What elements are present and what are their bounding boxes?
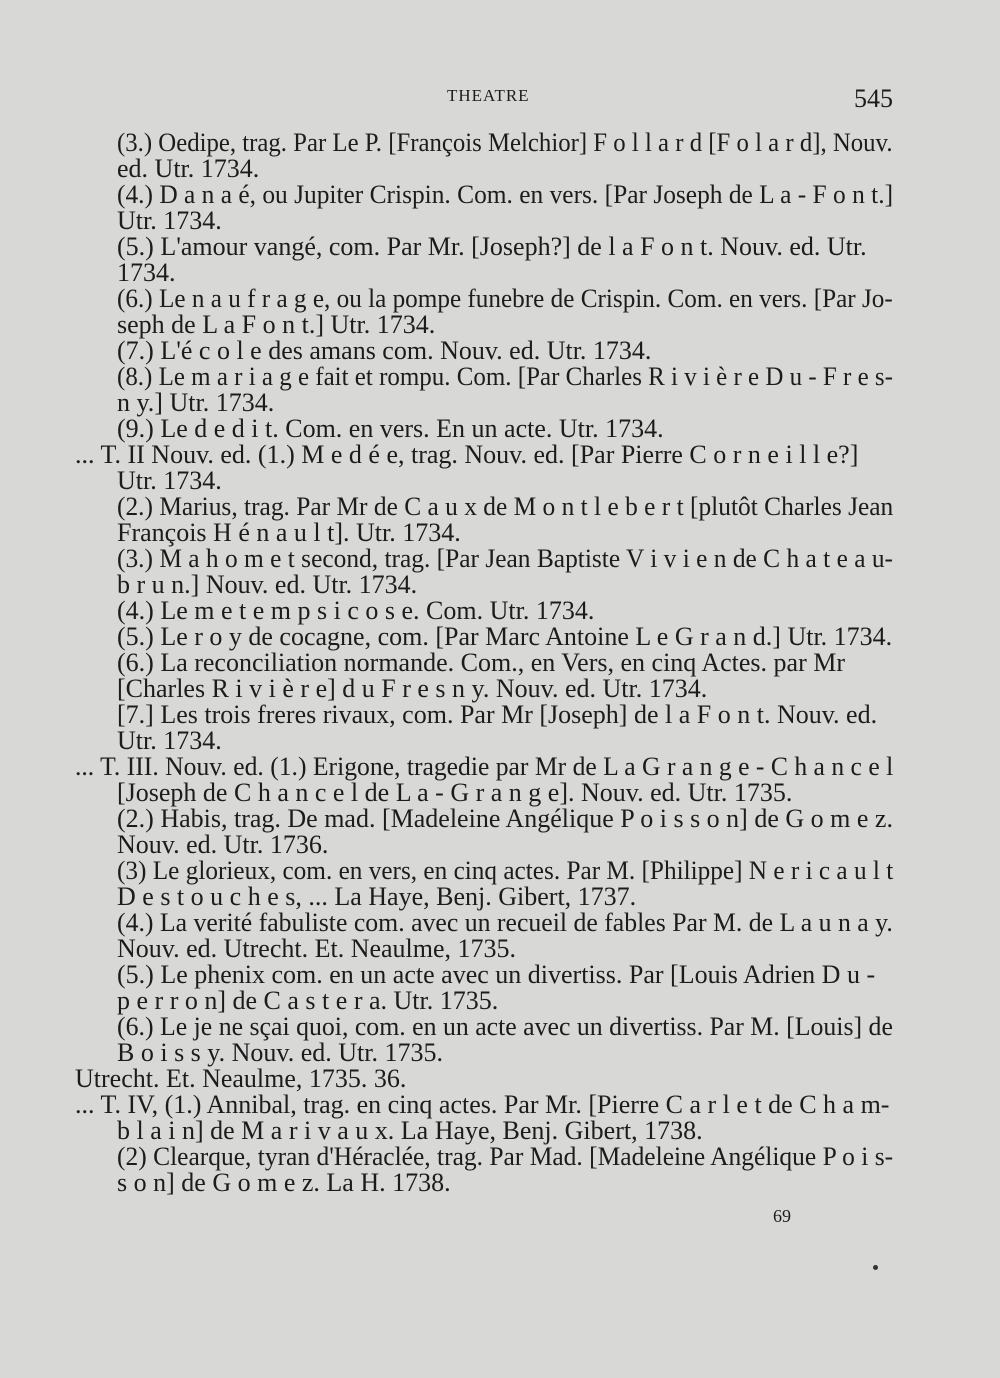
- text-line: (4.) D a n a é, ou Jupiter Crispin. Com. en vers. [Par Joseph de L a - F o n t.]: [117, 180, 894, 209]
- text-line: Nouv. ed. Utrecht. Et. Neaulme, 1735.: [117, 934, 517, 963]
- text-line: [7.] Les trois freres rivaux, com. Par Mr [Joseph] de l a F o n t. Nouv. ed.: [117, 700, 878, 729]
- signature-mark: 69: [773, 1206, 791, 1226]
- text-line: D e s t o u c h e s, ... La Haye, Benj. Gibert, 1737.: [117, 882, 637, 911]
- text-line: François H é n a u l t]. Utr. 1734.: [117, 518, 461, 547]
- text-line: (3.) M a h o m e t second, trag. [Par Jean Baptiste V i v i e n de C h a t e a u-: [117, 544, 893, 573]
- page-number: 545: [854, 84, 893, 113]
- text-line: b l a i n] de M a r i v a u x. La Haye, Benj. Gibert, 1738.: [117, 1116, 703, 1145]
- text-line: (4.) La verité fabuliste com. avec un recueil de fables Par M. de L a u n a y.: [117, 908, 893, 937]
- text-line: Utr. 1734.: [117, 726, 222, 755]
- text-line: s o n] de G o m e z. La H. 1738.: [117, 1168, 451, 1197]
- text-line: [Joseph de C h a n c e l de L a - G r a n g e]. Nouv. ed. Utr. 1735.: [117, 778, 793, 807]
- text-line: (6.) La reconciliation normande. Com., en Vers, en cinq Actes. par Mr: [117, 648, 846, 677]
- text-line: n y.] Utr. 1734.: [117, 388, 275, 417]
- text-line: B o i s s y. Nouv. ed. Utr. 1735.: [117, 1038, 443, 1067]
- text-line: seph de L a F o n t.] Utr. 1734.: [117, 310, 436, 339]
- text-line: ... T. IV, (1.) Annibal, trag. en cinq actes. Par Mr. [Pierre C a r l e t de C h a m-: [75, 1090, 890, 1119]
- text-line: (5.) L'amour vangé, com. Par Mr. [Joseph?] de l a F o n t. Nouv. ed. Utr.: [117, 232, 867, 261]
- text-line: Utr. 1734.: [117, 466, 222, 495]
- ink-speck: [873, 1265, 878, 1270]
- running-head: THEATRE: [447, 86, 530, 105]
- text-line: (2) Clearque, tyran d'Héraclée, trag. Par Mad. [Madeleine Angélique P o i s-: [117, 1142, 894, 1171]
- text-line: (7.) L'é c o l e des amans com. Nouv. ed. Utr. 1734.: [117, 336, 652, 365]
- text-line: (6.) Le je ne sçai quoi, com. en un acte avec un divertiss. Par M. [Louis] de: [117, 1012, 893, 1041]
- text-line: 1734.: [117, 258, 176, 287]
- text-line: (6.) Le n a u f r a g e, ou la pompe funebre de Crispin. Com. en vers. [Par Jo-: [117, 284, 893, 313]
- text-line: Nouv. ed. Utr. 1736.: [117, 830, 329, 859]
- text-line: ... T. III. Nouv. ed. (1.) Erigone, tragedie par Mr de L a G r a n g e - C h a n c e l: [75, 752, 894, 781]
- text-line: ... T. II Nouv. ed. (1.) M e d é e, trag. Nouv. ed. [Par Pierre C o r n e i l l e?]: [75, 440, 859, 469]
- text-line: ed. Utr. 1734.: [117, 154, 260, 183]
- text-line: p e r r o n] de C a s t e r a. Utr. 1735.: [117, 986, 499, 1015]
- text-line: (4.) Le m e t e m p s i c o s e. Com. Utr. 1734.: [117, 596, 595, 625]
- text-line: (3) Le glorieux, com. en vers, en cinq actes. Par M. [Philippe] N e r i c a u l t: [117, 856, 894, 885]
- text-line: (3.) Oedipe, trag. Par Le P. [François Melchior] F o l l a r d [F o l a r d], Nouv.: [117, 128, 893, 157]
- text-line: (5.) Le r o y de cocagne, com. [Par Marc Antoine L e G r a n d.] Utr. 1734.: [117, 622, 893, 651]
- text-line: (2.) Habis, trag. De mad. [Madeleine Angélique P o i s s o n] de G o m e z.: [117, 804, 893, 833]
- text-line: (9.) Le d e d i t. Com. en vers. En un acte. Utr. 1734.: [117, 414, 664, 443]
- text-line: (5.) Le phenix com. en un acte avec un divertiss. Par [Louis Adrien D u -: [117, 960, 876, 989]
- text-line: Utr. 1734.: [117, 206, 222, 235]
- text-line: (2.) Marius, trag. Par Mr de C a u x de M o n t l e b e r t [plutôt Charles Jean: [117, 492, 894, 521]
- text-line: b r u n.] Nouv. ed. Utr. 1734.: [117, 570, 418, 599]
- text-line: Utrecht. Et. Neaulme, 1735. 36.: [75, 1064, 407, 1093]
- text-line: [Charles R i v i è r e] d u F r e s n y. Nouv. ed. Utr. 1734.: [117, 674, 708, 703]
- text-line: (8.) Le m a r i a g e fait et rompu. Com. [Par Charles R i v i è r e D u - F r e s-: [117, 362, 893, 391]
